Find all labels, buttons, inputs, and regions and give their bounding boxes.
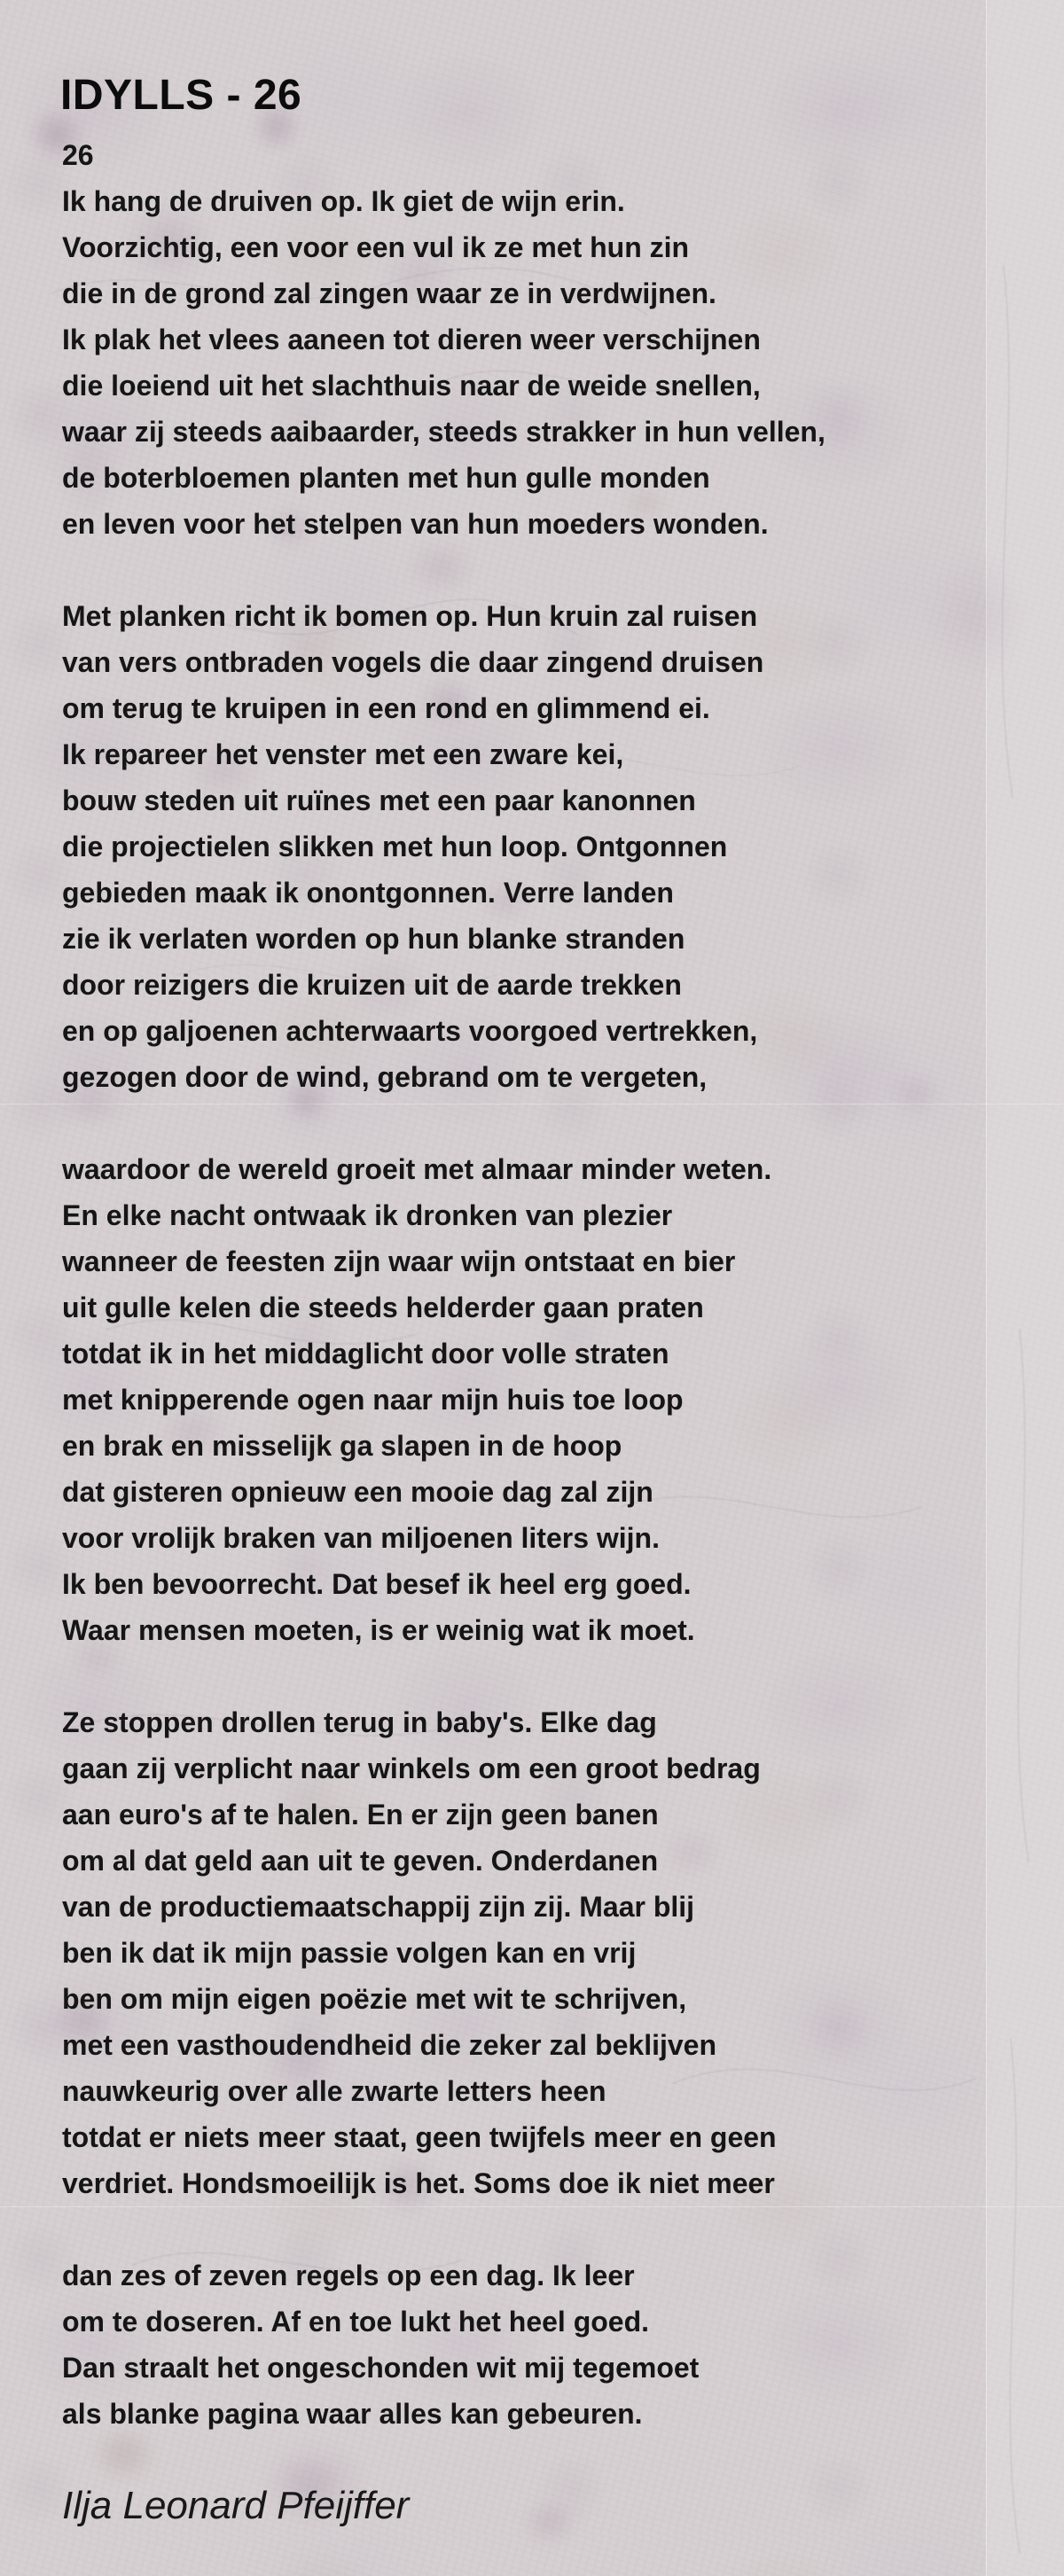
poem-number: 26	[62, 139, 94, 171]
poem-stanza: Ik hang de druiven op. Ik giet de wijn erin. Voorzichtig, een voor een vul ik ze met hun zin die in de grond zal zingen waar ze in verdwijnen. Ik plak het vlees aaneen tot dieren weer verschijnen die loeiend uit het slachthuis naar de weide snellen, waar zij steeds aaibaarder, steeds strakker in hun vellen, de boterbloemen planten met hun gulle monden en leven voor het stelpen van hun moeders wonden.	[62, 185, 825, 540]
poem-stanza: dan zes of zeven regels op een dag. Ik leer om te doseren. Af en toe lukt het heel goed. Dan straalt het ongeschonden wit mij tegemoet als blanke pagina waar alles kan gebeuren.	[62, 2260, 700, 2430]
poem-stanza: waardoor de wereld groeit met almaar minder weten. En elke nacht ontwaak ik dronken van plezier wanneer de feesten zijn waar wijn ontstaat en bier uit gulle kelen die steeds helderder gaan praten totdat ik in het middaglicht door volle straten met knipperende ogen naar mijn huis toe loop en brak en misselijk ga slapen in de hoop dat gisteren opnieuw een mooie dag zal zijn voor vrolijk braken van miljoenen liters wijn. Ik ben bevoorrecht. Dat besef ik heel erg goed. Waar mensen moeten, is er weinig wat ik moet.	[62, 1153, 772, 1646]
poem-stanza: Met planken richt ik bomen op. Hun kruin zal ruisen van vers ontbraden vogels die daar zingend druisen om terug te kruipen in een rond en glimmend ei. Ik repareer het venster met een zware kei, bouw steden uit ruïnes met een paar kanonnen die projectielen slikken met hun loop. Ontgonnen gebieden maak ik onontgonnen. Verre landen zie ik verlaten worden op hun blanke stranden door reizigers die kruizen uit de aarde trekken en op galjoenen achterwaarts voorgoed vertrekken, gezogen door de wind, gebrand om te vergeten,	[62, 600, 764, 1093]
author-signature: Ilja Leonard Pfeijffer	[62, 2484, 410, 2527]
poem-text	[62, 132, 958, 2483]
page-title: IDYLLS - 26	[60, 72, 302, 120]
poem-stanza: Ze stoppen drollen terug in baby's. Elke dag gaan zij verplicht naar winkels om een groot bedrag aan euro's af te halen. En er zijn geen banen om al dat geld aan uit te geven. Onderdanen van de productiemaatschappij zijn zij. Maar blij ben ik dat ik mijn passie volgen kan en vrij ben om mijn eigen poëzie met wit te schrijven, met een vasthoudendheid die zeker zal beklijven nauwkeurig over alle zwarte letters heen totdat er niets meer staat, geen twijfels meer en geen verdriet. Hondsmoeilijk is het. Soms doe ik niet meer	[62, 1706, 777, 2199]
stain-blob	[519, 2495, 581, 2549]
